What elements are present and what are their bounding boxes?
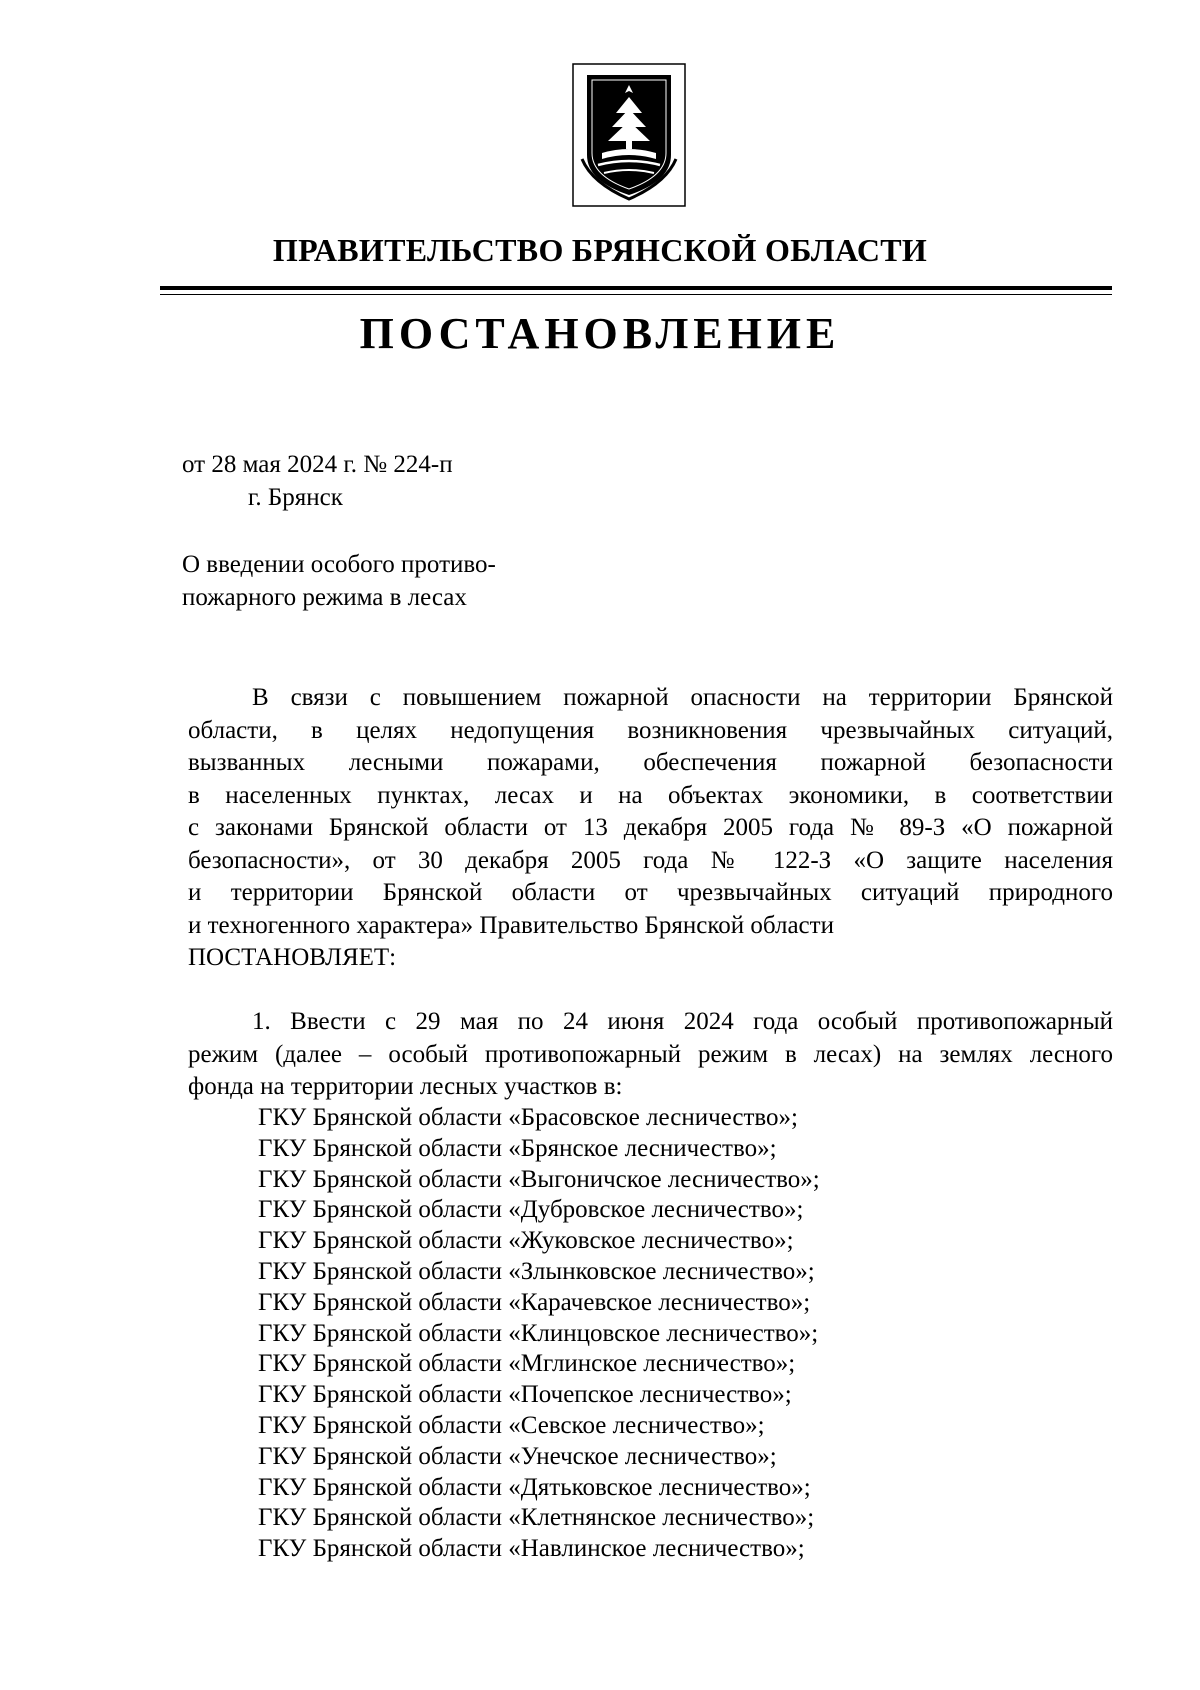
list-item: ГКУ Брянской области «Дятьковское лесничество»; <box>258 1473 811 1501</box>
list-item: ГКУ Брянской области «Дубровское лесничество»; <box>258 1196 804 1224</box>
city-name: г. Брянск <box>248 484 343 511</box>
preamble-line: и техногенного характера» Правительство Брянской области <box>188 911 834 939</box>
item-1-line: режим (далее – особый противопожарный режим в лесах) на землях лесного <box>188 1040 1113 1068</box>
preamble-line: области, в целях недопущения возникновения чрезвычайных ситуаций, <box>188 716 1113 744</box>
list-item: ГКУ Брянской области «Жуковское лесничество»; <box>258 1227 794 1255</box>
list-item: ГКУ Брянской области «Карачевское лесничество»; <box>258 1288 811 1316</box>
preamble-paragraph <box>188 682 1113 975</box>
forestry-list <box>258 1103 820 1565</box>
list-item: ГКУ Брянской области «Навлинское лесничество»; <box>258 1535 805 1563</box>
preamble-line: и территории Брянской области от чрезвычайных ситуаций природного <box>188 879 1113 906</box>
list-item: ГКУ Брянской области «Злынковское лесничество»; <box>258 1257 815 1285</box>
list-item: ГКУ Брянской области «Брасовское лесничество»; <box>258 1104 799 1131</box>
header-divider-thick <box>160 286 1112 290</box>
list-item: ГКУ Брянской области «Мглинское лесничество»; <box>258 1350 796 1378</box>
list-item: ГКУ Брянской области «Почепское лесничество»; <box>258 1381 792 1409</box>
list-item: ГКУ Брянской области «Унечское лесничество»; <box>258 1442 777 1470</box>
subject-line-2: пожарного режима в лесах <box>182 584 467 611</box>
preamble-line: В связи с повышением пожарной опасности на территории Брянской <box>252 684 1113 711</box>
preamble-line: в населенных пунктах, лесах и на объектах экономики, в соответствии <box>188 781 1113 809</box>
item-1-line: фонда на территории лесных участков в: <box>188 1073 623 1100</box>
list-item: ГКУ Брянской области «Клинцовское лесничество»; <box>258 1319 819 1347</box>
coat-of-arms-icon <box>572 63 686 207</box>
list-item: ГКУ Брянской области «Севское лесничество»; <box>258 1411 765 1439</box>
item-1-line: 1. Ввести с 29 мая по 24 июня 2024 года особый противопожарный <box>252 1008 1113 1035</box>
coat-of-arms-emblem <box>572 63 686 207</box>
subject-line-1: О введении особого противо- <box>182 551 496 578</box>
date-and-number: от 28 мая 2024 г. № 224-п <box>182 451 453 478</box>
preamble-line: вызванных лесными пожарами, обеспечения пожарной безопасности <box>188 749 1113 776</box>
list-item: ГКУ Брянской области «Выгоничское лесничество»; <box>258 1165 820 1193</box>
item-1-paragraph <box>188 1006 1113 1104</box>
government-title: ПРАВИТЕЛЬСТВО БРЯНСКОЙ ОБЛАСТИ <box>272 232 928 268</box>
list-item: ГКУ Брянской области «Брянское лесничество»; <box>258 1134 777 1162</box>
resolves-word: ПОСТАНОВЛЯЕТ: <box>188 944 397 971</box>
preamble-line: безопасности», от 30 декабря 2005 года № 122-З «О защите населения <box>188 846 1113 874</box>
document-type-title: ПОСТАНОВЛЕНИЕ <box>359 309 841 358</box>
list-item: ГКУ Брянской области «Клетнянское лесничество»; <box>258 1504 815 1532</box>
preamble-line: с законами Брянской области от 13 декабря 2005 года № 89-З «О пожарной <box>188 814 1113 841</box>
header-divider-thin <box>160 294 1112 295</box>
